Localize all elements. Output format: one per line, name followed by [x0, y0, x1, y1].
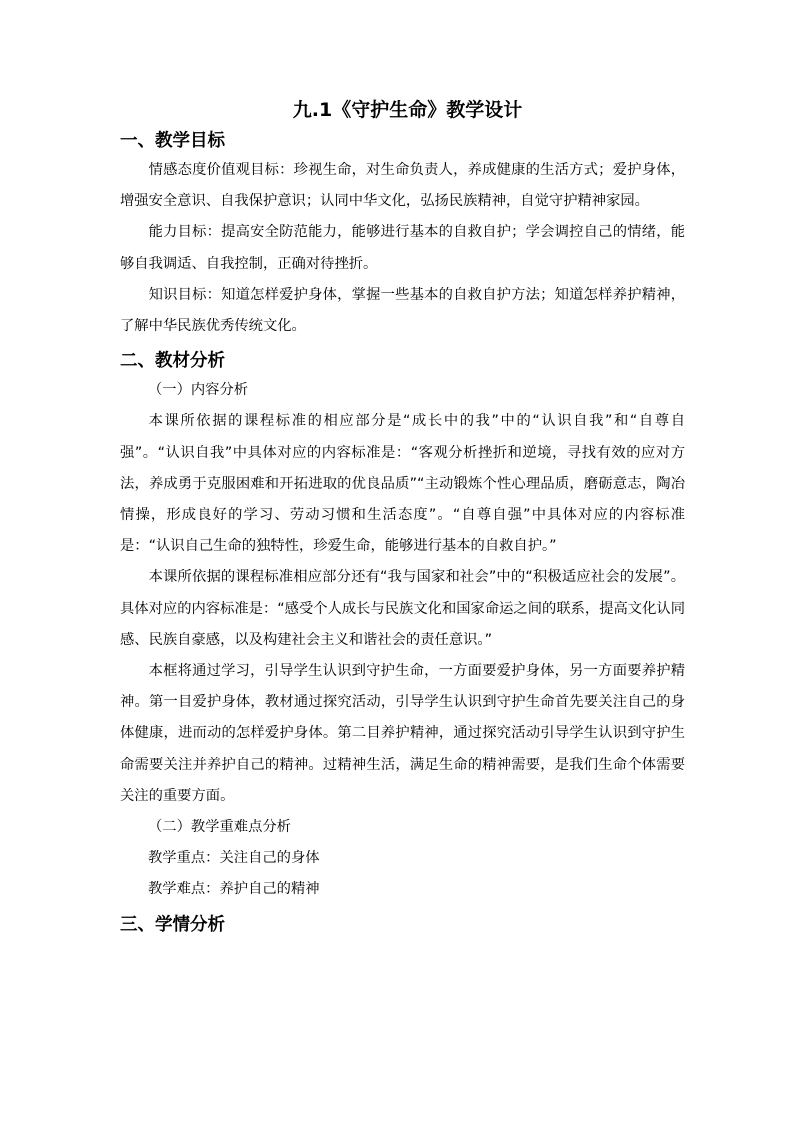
section-heading-learner-analysis: 三、学情分析: [120, 914, 225, 935]
paragraph-ability-goal: 能力目标：提高安全防范能力，能够进行基本的自救自护；学会调控自己的情绪，能够自我调适、自我控制，正确对待挫折。: [120, 224, 685, 272]
paragraph-lesson-overview: 本框将通过学习，引导学生认识到守护生命，一方面要爱护身体，另一方面要养护精神。第一目爱护身体，教材通过探究活动，引导学生认识到守护生命首先要关注自己的身体健康，进而动的怎样爱护身体。第二目养护精神，通过探究活动引导学生认识到守护生命需要关注并养护自己的精神。过精神生活，满足生命的精神需要，是我们生命个体需要关注的重要方面。: [120, 663, 685, 804]
paragraph-curriculum-standard-society: 本课所依据的课程标准相应部分还有“我与国家和社会”中的“积极适应社会的发展”。具体对应的内容标准是：“感受个人成长与民族文化和国家命运之间的联系，提高文化认同感、民族自豪感，以及构建社会主义和谐社会的责任意识。”: [120, 569, 685, 648]
difficult-point: 教学难点：养护自己的精神: [148, 881, 320, 898]
section-heading-teaching-goals: 一、教学目标: [120, 131, 225, 151]
document-page: [120, 96, 685, 939]
subsection-key-difficult-points: （二）教学重难点分析: [148, 819, 291, 836]
paragraph-emotion-goal: 情感态度价值观目标：珍视生命，对生命负责人，养成健康的生活方式；爱护身体，增强安全意识、自我保护意识；认同中华文化，弘扬民族精神，自觉守护精神家园。: [120, 162, 685, 210]
document-title: 九.1《守护生命》教学设计: [292, 99, 523, 121]
section-heading-material-analysis: 二、教材分析: [120, 351, 225, 372]
paragraph-curriculum-standard: 本课所依据的课程标准的相应部分是“成长中的我”中的“认识自我”和“自尊自强”。“认识自我”中具体对应的内容标准是：“客观分析挫折和逆境，寻找有效的应对方法，养成勇于克服困难和开拓进取的优良品质”“主动锻炼个性心理品质，磨砺意志，陶冶情操，形成良好的学习、劳动习惯和生活态度”。“自尊自强”中具体对应的内容标准是：“认识自己生命的独特性，珍爱生命，能够进行基本的自救自护。”: [120, 413, 685, 555]
subsection-content-analysis: （一）内容分析: [148, 382, 249, 399]
paragraph-knowledge-goal: 知识目标：知道怎样爱护身体，掌握一些基本的自救自护方法；知道怎样养护精神，了解中华民族优秀传统文化。: [120, 286, 685, 335]
key-point: 教学重点：关注自己的身体: [148, 850, 320, 867]
